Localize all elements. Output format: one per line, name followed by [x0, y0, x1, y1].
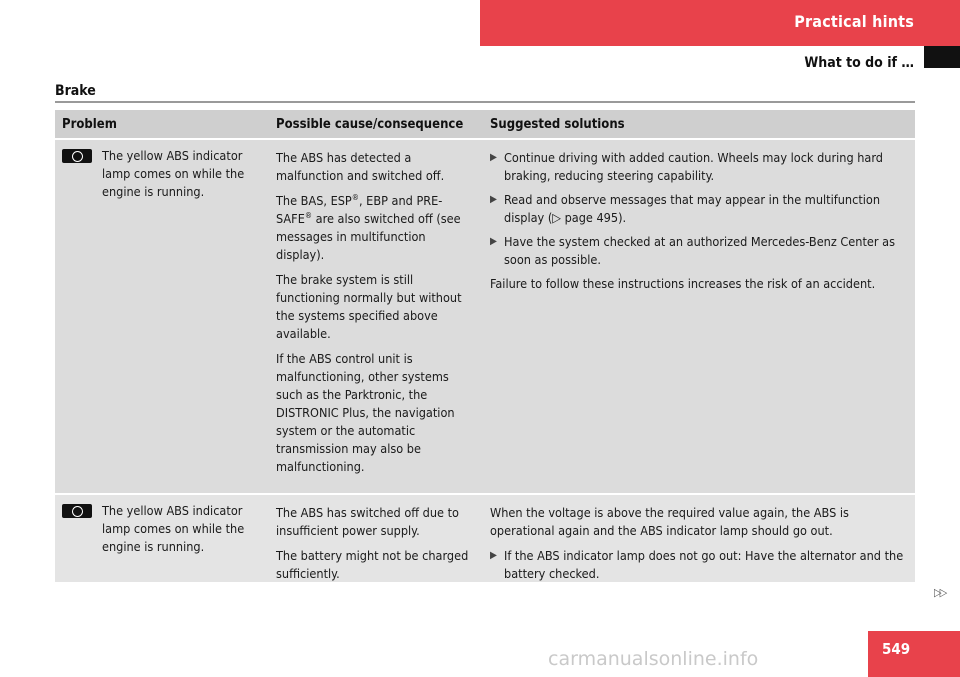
- solution-text: Have the system checked at an authorized Mercedes-Benz Center as soon as possible.: [504, 234, 895, 267]
- bullet-arrow-icon: ▶: [490, 550, 497, 561]
- cause-text: The BAS, ESP®, EBP and PRE-SAFE® are also switched off (see messages in multifunction display).: [276, 192, 461, 262]
- table-row: [55, 495, 915, 582]
- solution-text: If the ABS indicator lamp does not go out: Have the alternator and the battery checked.: [504, 548, 904, 581]
- section-title: What to do if …: [804, 55, 914, 71]
- bullet-arrow-icon: ▶: [490, 152, 497, 163]
- column-header-problem: Problem: [62, 116, 117, 132]
- problem-cell: [55, 495, 269, 582]
- page-number: 549: [882, 640, 911, 658]
- bullet-arrow-icon: ▶: [490, 194, 497, 205]
- solutions-cell: [483, 140, 915, 493]
- warning-note: Failure to follow these instructions increases the risk of an accident.: [490, 276, 876, 291]
- cause-text: The ABS has detected a malfunction and switched off.: [276, 150, 445, 183]
- continue-arrows-icon: ▷▷: [934, 586, 946, 599]
- cause-text: If the ABS control unit is malfunctioning, other systems such as the Parktronic, the DISTRONIC Plus, the navigation system or the automatic transmission may also be malfunctioning.: [276, 351, 455, 474]
- abs-warning-icon: [62, 149, 92, 163]
- heading-divider: [55, 101, 915, 103]
- table-row: [55, 140, 915, 493]
- solution-item: [490, 149, 911, 185]
- cause-text: The ABS has switched off due to insufficient power supply.: [276, 505, 459, 538]
- problem-cell: [55, 140, 269, 493]
- troubleshooting-table: [55, 110, 915, 582]
- solution-intro: When the voltage is above the required value again, the ABS is operational again and the ABS indicator lamp should go out.: [490, 505, 849, 538]
- problem-text: The yellow ABS indicator lamp comes on while the engine is running.: [102, 503, 245, 554]
- section-tab-marker: [924, 46, 960, 68]
- chapter-title: Practical hints: [794, 12, 914, 31]
- solution-text: Continue driving with added caution. Wheels may lock during hard braking, reducing steering capability.: [504, 150, 883, 183]
- problem-text: The yellow ABS indicator lamp comes on while the engine is running.: [102, 148, 245, 199]
- watermark: carmanualsonline.info: [548, 648, 759, 670]
- column-header-cause: Possible cause/consequence: [276, 116, 464, 132]
- cause-text: The battery might not be charged sufficiently.: [276, 548, 469, 581]
- cause-cell: [269, 140, 483, 493]
- solution-item: [490, 547, 911, 583]
- solutions-cell: [483, 495, 915, 582]
- abs-warning-icon: [62, 504, 92, 518]
- column-header-solutions: Suggested solutions: [490, 116, 625, 132]
- solution-item: [490, 191, 911, 227]
- solution-text: Read and observe messages that may appear in the multifunction display (▷ page 495).: [504, 192, 881, 225]
- solution-item: [490, 233, 911, 269]
- table-header: [55, 110, 915, 138]
- cause-text: The brake system is still functioning normally but without the systems specified above available.: [276, 272, 462, 341]
- page-heading: Brake: [55, 83, 96, 99]
- bullet-arrow-icon: ▶: [490, 236, 497, 247]
- cause-cell: [269, 495, 483, 582]
